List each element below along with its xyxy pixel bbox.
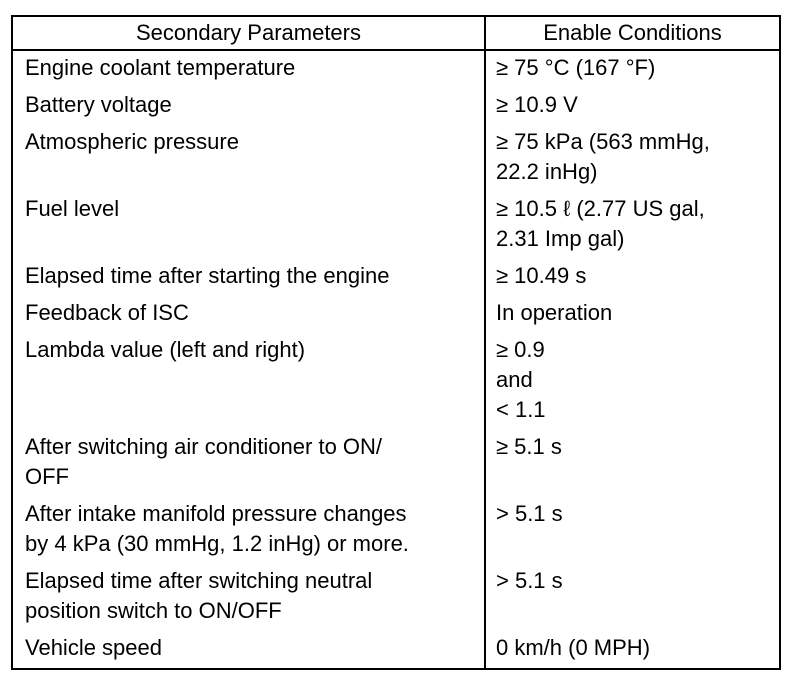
header-secondary-parameters: Secondary Parameters <box>12 16 485 50</box>
secondary-parameter-cell <box>12 430 485 497</box>
table-row <box>12 631 780 669</box>
secondary-parameter-text: Atmospheric pressure <box>25 129 239 154</box>
enable-condition-cell <box>485 497 780 564</box>
enable-condition-cell <box>485 430 780 497</box>
enable-condition-text: ≥ 5.1 s <box>496 434 562 459</box>
secondary-parameter-text: by 4 kPa (30 mmHg, 1.2 inHg) or more. <box>25 531 409 556</box>
secondary-parameter-text: Feedback of ISC <box>25 300 189 325</box>
secondary-parameter-text: Lambda value (left and right) <box>25 337 306 362</box>
enable-condition-cell <box>485 50 780 88</box>
enable-conditions-table <box>11 15 781 670</box>
table-row <box>12 125 780 192</box>
enable-condition-text: ≥ 75 kPa (563 mmHg, <box>496 129 710 154</box>
enable-condition-text: ≥ 10.5 ℓ (2.77 US gal, <box>496 196 705 221</box>
enable-condition-cell <box>485 564 780 631</box>
secondary-parameter-cell <box>12 192 485 259</box>
enable-condition-cell <box>485 125 780 192</box>
secondary-parameter-cell <box>12 50 485 88</box>
enable-condition-text: 0 km/h (0 MPH) <box>496 635 651 660</box>
enable-condition-text: 2.31 Imp gal) <box>496 226 625 251</box>
enable-condition-text: ≥ 10.49 s <box>496 263 587 288</box>
enable-condition-cell <box>485 88 780 125</box>
secondary-parameter-text: After switching air conditioner to ON/ <box>25 434 383 459</box>
table-row <box>12 50 780 88</box>
table-row <box>12 259 780 296</box>
secondary-parameter-cell <box>12 497 485 564</box>
table-row <box>12 497 780 564</box>
enable-condition-cell <box>485 192 780 259</box>
secondary-parameter-text: Elapsed time after switching neutral <box>25 568 373 593</box>
enable-condition-text: 22.2 inHg) <box>496 159 598 184</box>
table-row <box>12 88 780 125</box>
table-row <box>12 296 780 333</box>
table-header-row <box>12 16 780 50</box>
secondary-parameter-text: OFF <box>25 464 69 489</box>
enable-condition-text: In operation <box>496 300 613 325</box>
secondary-parameter-cell <box>12 296 485 333</box>
secondary-parameter-text: After intake manifold pressure changes <box>25 501 407 526</box>
enable-condition-text: ≥ 75 °C (167 °F) <box>496 55 656 80</box>
header-enable-conditions: Enable Conditions <box>485 16 780 50</box>
enable-condition-text: > 5.1 s <box>496 568 563 593</box>
enable-condition-text: < 1.1 <box>496 397 546 422</box>
secondary-parameter-cell <box>12 259 485 296</box>
secondary-parameter-cell <box>12 333 485 430</box>
table-row <box>12 192 780 259</box>
secondary-parameter-text: Fuel level <box>25 196 120 221</box>
secondary-parameter-text: Vehicle speed <box>25 635 162 660</box>
enable-condition-cell <box>485 333 780 430</box>
enable-condition-text: ≥ 10.9 V <box>496 92 578 117</box>
enable-condition-cell <box>485 631 780 669</box>
secondary-parameter-text: Engine coolant temperature <box>25 55 296 80</box>
table-row <box>12 430 780 497</box>
table-body <box>12 50 780 669</box>
secondary-parameter-cell <box>12 564 485 631</box>
table-row <box>12 564 780 631</box>
secondary-parameter-text: position switch to ON/OFF <box>25 598 282 623</box>
enable-condition-cell <box>485 259 780 296</box>
secondary-parameter-text: Elapsed time after starting the engine <box>25 263 390 288</box>
secondary-parameter-cell <box>12 88 485 125</box>
enable-condition-text: ≥ 0.9 <box>496 337 545 362</box>
secondary-parameter-cell <box>12 631 485 669</box>
enable-condition-text: > 5.1 s <box>496 501 563 526</box>
enable-condition-cell <box>485 296 780 333</box>
table-row <box>12 333 780 430</box>
secondary-parameter-cell <box>12 125 485 192</box>
secondary-parameter-text: Battery voltage <box>25 92 172 117</box>
enable-condition-text: and <box>496 367 533 392</box>
